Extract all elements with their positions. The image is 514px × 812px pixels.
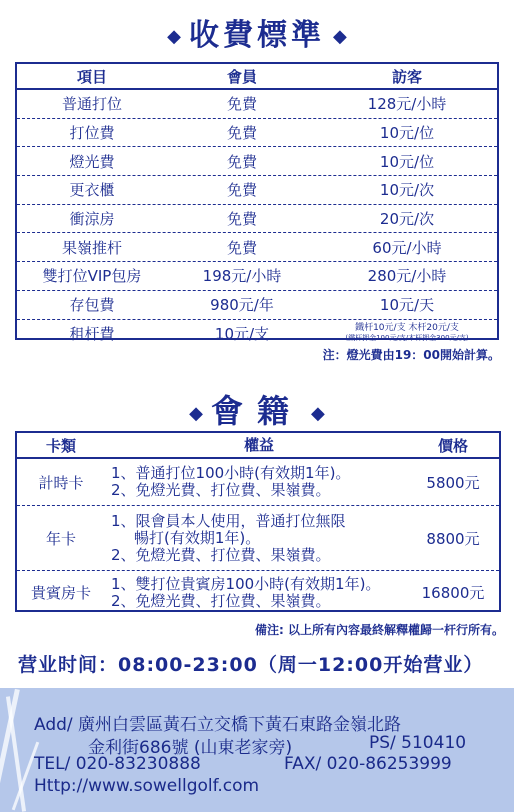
membership-title: [0, 386, 514, 430]
fee-item: 租杆費: [69, 324, 115, 343]
benefit-line: 暢打(有效期1年)。: [134, 528, 261, 547]
fee-item: 普通打位: [61, 95, 122, 114]
membership-table-header: [17, 433, 499, 459]
table-row: [17, 147, 497, 176]
diamond-icon: ◆: [167, 26, 181, 47]
diamond-icon: ◆: [333, 26, 347, 47]
fee-item: 打位費: [69, 124, 115, 143]
telephone: TEL/ 020-83230888: [34, 754, 201, 774]
fee-visitor: 128元/小時: [367, 95, 447, 114]
fee-member: 10元/支: [214, 324, 270, 343]
card-benefits: [105, 513, 407, 564]
fee-item: 存包費: [69, 296, 115, 315]
table-row: [17, 90, 497, 119]
club-rental-price: 鐵杆10元/支 木杆20元/支: [355, 323, 459, 333]
table-row: [17, 176, 497, 205]
header-card: 卡類: [45, 436, 76, 455]
fees-note: 注：燈光費由19：00開始計算。: [322, 348, 500, 362]
fee-visitor: 10元/位: [379, 124, 435, 143]
header-visitor: 訪客: [391, 67, 422, 86]
website-link[interactable]: Http://www.sowellgolf.com: [34, 776, 260, 796]
club-deposit: (鐵杆押金100元/支/木杆押金300元/支): [345, 334, 469, 342]
card-price: 16800元: [421, 584, 485, 602]
fee-item: 衝涼房: [69, 210, 115, 229]
business-hours: 营业时间：08:00-23:00（周一12:00开始营业）: [18, 654, 484, 676]
fee-member: 198元/小時: [202, 267, 282, 286]
header-item: 項目: [76, 67, 107, 86]
fee-member: 免費: [226, 95, 257, 114]
fee-visitor: [317, 323, 497, 343]
benefit-line: 2、免燈光費、打位費、果嶺費。: [111, 545, 331, 564]
address-line-1: Add/ 廣州白雲區黃石立交橋下黃石東路金嶺北路: [34, 715, 402, 735]
fees-title-text: 收費標準: [189, 18, 325, 53]
membership-note: 備注: 以上所有內容最終解釋權歸一杆行所有。: [255, 623, 504, 637]
fee-member: 免費: [226, 152, 257, 171]
fee-item: 雙打位VIP包房: [42, 267, 142, 286]
card-type: 計時卡: [38, 473, 84, 492]
fee-visitor: 280元/小時: [367, 267, 447, 286]
benefit-line: 2、免燈光費、打位費、果嶺費。: [111, 481, 331, 499]
fee-member: 免費: [226, 238, 257, 257]
fee-visitor: 20元/次: [379, 210, 435, 229]
card-price: 5800元: [426, 473, 480, 492]
table-row: [17, 459, 499, 506]
fee-item: 果嶺推杆: [61, 238, 122, 257]
postcode: PS/ 510410: [369, 733, 467, 753]
fee-visitor: 10元/天: [379, 296, 435, 315]
membership-title-text: 會籍: [210, 392, 303, 430]
header-benefits: 權益: [243, 435, 274, 454]
card-benefits: [105, 576, 407, 610]
fee-visitor: 10元/位: [379, 152, 435, 171]
fees-table: [15, 62, 499, 343]
fees-table-header: [17, 64, 497, 90]
fax: FAX/ 020-86253999: [284, 754, 452, 774]
diamond-icon: ◆: [311, 402, 325, 424]
fee-visitor: 10元/次: [379, 181, 435, 200]
contact-footer: [0, 688, 514, 812]
table-row: [17, 320, 497, 347]
fee-member: 免費: [226, 210, 257, 229]
address-line-2: 金利街686號 (山東老家旁): [88, 738, 293, 758]
diamond-icon: ◆: [189, 402, 203, 424]
table-row: [17, 291, 497, 320]
benefit-line: 1、普通打位100小時(有效期1年)。: [111, 464, 351, 482]
table-row: [17, 571, 499, 614]
table-row: [17, 262, 497, 291]
card-type: 貴賓房卡: [30, 584, 91, 602]
card-price: 8800元: [426, 529, 480, 548]
benefit-line: 2、免燈光費、打位費、果嶺費。: [111, 591, 331, 610]
table-row: [17, 233, 497, 262]
fee-member: 免費: [226, 124, 257, 143]
fee-member: 980元/年: [210, 296, 274, 315]
card-benefits: [105, 465, 407, 499]
table-row: [17, 506, 499, 571]
card-type: 年卡: [45, 529, 76, 548]
table-row: [17, 119, 497, 148]
fee-item: 更衣櫃: [69, 181, 115, 200]
benefit-line: 1、限會員本人使用，普通打位無限: [111, 511, 346, 530]
fee-item: 燈光費: [69, 152, 115, 171]
benefit-line: 1、雙打位貴賓房100小時(有效期1年)。: [111, 574, 381, 593]
header-member: 會員: [226, 67, 257, 86]
fee-member: 免費: [226, 181, 257, 200]
header-price: 價格: [437, 436, 468, 455]
fee-visitor: 60元/小時: [372, 238, 442, 257]
table-row: [17, 205, 497, 234]
membership-table: [15, 431, 501, 612]
fees-title: [0, 10, 514, 53]
